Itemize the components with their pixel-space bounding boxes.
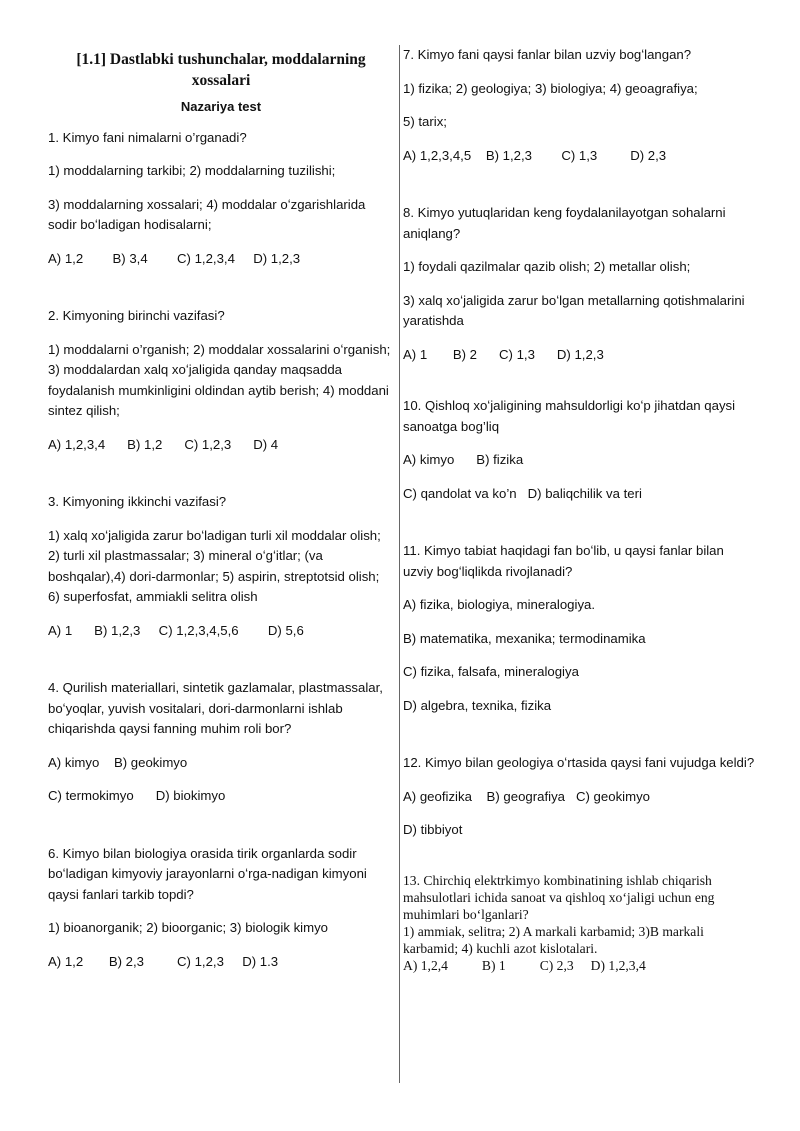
- option-line: 1) bioanorganik; 2) bioorganic; 3) biologik kimyo: [48, 920, 329, 935]
- answer-choices: A) 1 B) 2 C) 1,3 D) 1,2,3: [403, 346, 604, 362]
- question-12: [403, 753, 755, 841]
- answer-choices: A) 1 B) 1,2,3 C) 1,2,3,4,5,6 D) 5,6: [48, 622, 304, 638]
- question-text: 6. Kimyo bilan biologiya orasida tirik organlarda sodir boʻladigan kimyoviy jarayonlarni oʻrga-nadigan kimyoni qaysi fanlari tarkib topdi?: [48, 845, 367, 902]
- left-column: [48, 45, 394, 985]
- option-line: 5) tarix;: [403, 114, 447, 129]
- right-column: [403, 45, 755, 974]
- question-6: [48, 844, 394, 973]
- question-text: 10. Qishloq xoʻjaligining mahsuldorligi koʻp jihatdan qaysi sanoatga bog’liq: [403, 398, 736, 434]
- answer-choices: C) termokimyo D) biokimyo: [48, 788, 226, 803]
- answer-choices: A) kimyo B) geokimyo: [48, 754, 188, 770]
- answer-choices: A) 1,2,4 B) 1 C) 2,3 D) 1,2,3,4: [403, 957, 646, 973]
- answer-choices: A) 1,2 B) 2,3 C) 1,2,3 D) 1.3: [48, 953, 279, 969]
- question-text: 13. Chirchiq elektrkimyo kombinatining ishlab chiqarish mahsulotlari ichida sanoat va qishloq xoʻjaligi uchun eng muhimlari boʻlganlari?: [403, 872, 715, 922]
- question-text: 3. Kimyoning ikkinchi vazifasi?: [48, 494, 227, 509]
- question-1: [48, 128, 394, 270]
- question-text: 7. Kimyo fani qaysi fanlar bilan uzviy bogʻlangan?: [403, 47, 692, 62]
- answer-choice-b: B) matematika, mexanika; termodinamika: [403, 630, 646, 646]
- answer-choices: A) 1,2,3,4 B) 1,2 C) 1,2,3 D) 4: [48, 436, 279, 452]
- answer-choice-d: D) algebra, texnika, fizika: [403, 697, 552, 713]
- question-text: 1. Kimyo fani nimalarni o’rganadi?: [48, 129, 247, 145]
- option-line: 3) xalq xoʻjaligida zarur boʻlgan metallarning qotishmalarini yaratishda: [403, 292, 745, 328]
- page-title: [1.1] Dastlabki tushunchalar, moddalarning xossalari: [76, 51, 366, 89]
- question-7: [403, 45, 755, 166]
- answer-choices: A) kimyo B) fizika: [403, 452, 524, 467]
- question-text: 12. Kimyo bilan geologiya oʻrtasida qaysi fani vujudga keldi?: [403, 755, 755, 770]
- question-3: [48, 492, 394, 641]
- column-divider: [399, 45, 400, 1083]
- answer-choices: C) qandolat va ko’n D) baliqchilik va teri: [403, 485, 642, 501]
- option-line: 1) xalq xoʻjaligida zarur boʻladigan turli xil moddalar olish; 2) turli xil plastmassalar; 3) mineral oʻgʻitlar; (va boshqalar),4) dori-darmonlar; 5) aspirin, streptotsid olish; 6) superfosfat, ammiakli selitra olish: [48, 527, 381, 604]
- answer-choices: A) 1,2,3,4,5 B) 1,2,3 C) 1,3 D) 2,3: [403, 147, 667, 163]
- answer-choices: A) 1,2 B) 3,4 C) 1,2,3,4 D) 1,2,3: [48, 250, 301, 266]
- answer-choices: A) geofizika B) geografiya C) geokimyo: [403, 788, 651, 804]
- question-text: 8. Kimyo yutuqlaridan keng foydalanilayotgan sohalarni aniqlang?: [403, 205, 726, 241]
- page-subtitle: Nazariya test: [180, 99, 262, 114]
- option-line: 1) ammiak, selitra; 2) A markali karbamid; 3)B markali karbamid; 4) kuchli azot kislotalari.: [403, 923, 704, 956]
- question-2: [48, 306, 394, 455]
- question-11: [403, 541, 755, 716]
- answer-choice-a: A) fizika, biologiya, mineralogiya.: [403, 597, 596, 612]
- question-8: [403, 203, 755, 365]
- question-4: [48, 678, 394, 807]
- option-line: 1) moddalarni o’rganish; 2) moddalar xossalarini oʻrganish; 3) moddalardan xalq xoʻjaligida qanday maqsadda foydalanish mumkinligini oldindan aytib berish; 4) moddani sintez qilish;: [48, 341, 391, 418]
- question-text: 4. Qurilish materiallari, sintetik gazlamalar, plastmassalar, boʻyoqlar, yuvish vositalari, dori-darmonlarni ishlab chiqarishda qaysi fanning muhim roli bor?: [48, 680, 383, 736]
- option-line: 1) foydali qazilmalar qazib olish; 2) metallar olish;: [403, 259, 691, 274]
- answer-choices: D) tibbiyot: [403, 822, 463, 837]
- option-line: 1) moddalarning tarkibi; 2) moddalarning tuzilishi;: [48, 163, 336, 178]
- question-text: 11. Kimyo tabiat haqidagi fan boʻlib, u qaysi fanlar bilan uzviy bogʻliqlikda rivojlanadi?: [403, 543, 724, 579]
- question-13: [403, 872, 755, 974]
- option-line: 1) fizika; 2) geologiya; 3) biologiya; 4) geoagrafiya;: [403, 80, 698, 96]
- answer-choice-c: C) fizika, falsafa, mineralogiya: [403, 664, 579, 679]
- question-text: 2. Kimyoning birinchi vazifasi?: [48, 308, 225, 323]
- option-line: 3) moddalarning xossalari; 4) moddalar oʻzgarishlarida sodir boʻladigan hodisalarni;: [48, 196, 366, 232]
- question-10: [403, 396, 755, 504]
